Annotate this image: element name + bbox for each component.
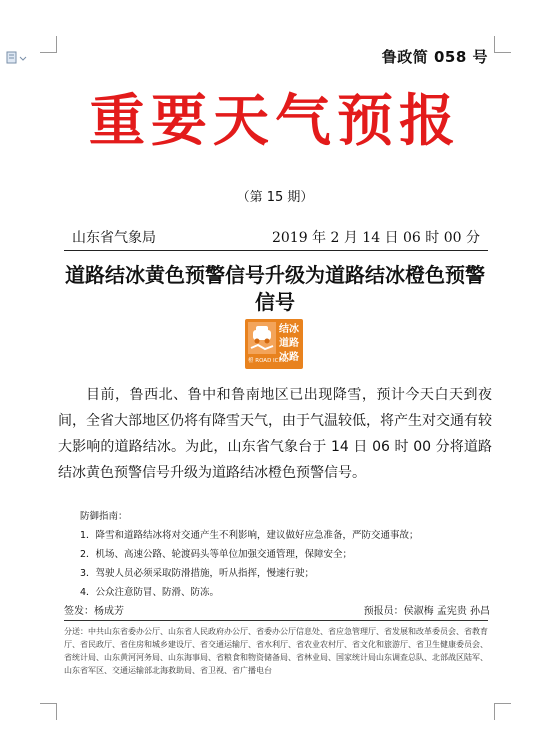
- document-number: 鲁政简 058 号: [381, 48, 488, 66]
- page-corner-mark: [40, 703, 57, 720]
- document-icon[interactable]: [6, 50, 28, 64]
- car-skid-icon: [248, 322, 276, 354]
- page-title: 重要天气预报: [89, 88, 461, 154]
- defense-item: 1．降雪和道路结冰将对交通产生不利影响，建议做好应急准备，严防交通事故；: [80, 530, 419, 541]
- body-text: 目前，鲁西北、鲁中和鲁南地区已出现降雪，预计今天白天到夜间，全省大部地区仍将有降雪天气，由于气温较低，将产生对交通有较大影响的道路结冰。为此，山东省气象台于 14 日 06 时 00 分将道路结冰黄色预警信号升级为道路结冰橙色预警信号。: [58, 387, 492, 481]
- issue-number: （第 15 期）: [236, 190, 314, 205]
- road-icing-warning-icon: [245, 319, 303, 369]
- issuing-agency: 山东省气象局: [72, 230, 156, 246]
- badge-text: 结冰: [279, 324, 299, 335]
- headline: 道路结冰黄色预警信号升级为道路结冰橙色预警信号: [65, 263, 485, 314]
- badge-text: 冰路: [279, 352, 299, 363]
- badge-text: 道路: [279, 338, 299, 349]
- page-corner-mark: [494, 36, 511, 53]
- defense-item: 2．机场、高速公路、轮渡码头等单位加强交通管理，保障安全；: [80, 549, 353, 560]
- defense-item: 4．公众注意防冒、防滑、防冻。: [80, 587, 220, 598]
- badge-caption: 橙 ROAD ICING: [248, 358, 289, 364]
- footer-divider: [64, 620, 488, 621]
- defense-item: 3．驾驶人员必须采取防滑措施，听从指挥，慢速行驶；: [80, 568, 315, 579]
- distribution-list: 分送：中共山东省委办公厅、山东省人民政府办公厅、省委办公厅信息处、省应急管理厅、省发展和改革委员会、省教育厅、省民政厅、省住房和城乡建设厅、省交通运输厅、省水利厅、省农业农村厅、省文化和旅游厅、省卫生健康委员会、省统计局、山东黄河河务局、山东海事局、省粮食和物资储备局、省林业局、国家统计局山东调查总队、北部战区陆军、山东省军区、交通运输部北海救助局、省卫视、省广播电台: [64, 627, 488, 675]
- issue-datetime: 2019 年 2 月 14 日 06 时 00 分: [271, 230, 480, 246]
- defense-guide: [80, 507, 490, 602]
- page-corner-mark: [494, 703, 511, 720]
- body-paragraph: [58, 382, 492, 486]
- header-divider: [64, 250, 488, 251]
- page-corner-mark: [40, 36, 57, 53]
- forecasters: 预报员：侯淑梅 孟宪贵 孙昌: [363, 606, 490, 617]
- signer: 签发：杨成芳: [64, 606, 124, 617]
- defense-heading: 防御指南：: [80, 511, 128, 522]
- defense-list: [80, 526, 490, 602]
